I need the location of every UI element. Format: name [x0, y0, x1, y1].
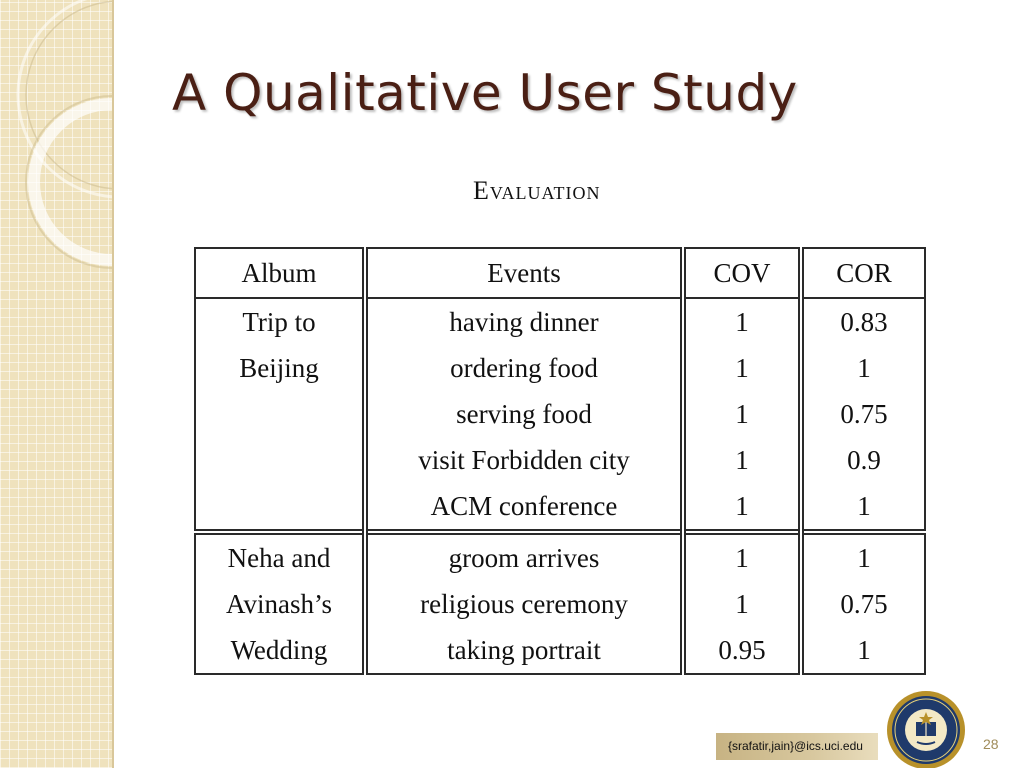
- album-cell: [195, 532, 365, 674]
- album-label: Wedding: [230, 635, 328, 665]
- table-row: [195, 298, 925, 345]
- table-header-row: [195, 248, 925, 298]
- slide-title: A Qualitative User Study: [172, 64, 798, 122]
- cov-cell: 1: [683, 483, 801, 532]
- event-cell: taking portrait: [365, 627, 683, 674]
- cov-cell: 1: [683, 581, 801, 627]
- cov-cell: 1: [683, 391, 801, 437]
- cov-cell: 1: [683, 437, 801, 483]
- event-cell: having dinner: [365, 298, 683, 345]
- decorative-rings-icon: [0, 0, 112, 768]
- cov-cell: 1: [683, 298, 801, 345]
- album-label: Trip to: [242, 307, 316, 337]
- cor-cell: 1: [801, 627, 925, 674]
- header-album: Album: [195, 248, 365, 298]
- cov-cell: 1: [683, 345, 801, 391]
- cor-cell: 1: [801, 345, 925, 391]
- page-number: 28: [983, 736, 999, 752]
- event-cell: serving food: [365, 391, 683, 437]
- event-cell: groom arrives: [365, 532, 683, 581]
- header-events: Events: [365, 248, 683, 298]
- university-seal-icon: [886, 690, 966, 768]
- cor-cell: 0.75: [801, 391, 925, 437]
- cor-cell: 1: [801, 532, 925, 581]
- cor-cell: 0.83: [801, 298, 925, 345]
- album-label: Avinash’s: [226, 589, 332, 619]
- cor-cell: 1: [801, 483, 925, 532]
- cov-cell: 1: [683, 532, 801, 581]
- album-label: Beijing: [239, 353, 319, 383]
- event-cell: religious ceremony: [365, 581, 683, 627]
- event-cell: ordering food: [365, 345, 683, 391]
- side-decoration-band: [0, 0, 114, 768]
- event-cell: visit Forbidden city: [365, 437, 683, 483]
- event-cell: ACM conference: [365, 483, 683, 532]
- album-cell: [195, 298, 365, 532]
- table-caption: Evaluation: [473, 176, 601, 205]
- header-cov: COV: [683, 248, 801, 298]
- author-email: {srafatir,jain}@ics.uci.edu: [716, 733, 878, 760]
- table-row: [195, 532, 925, 581]
- album-label: Neha and: [227, 543, 331, 573]
- cor-cell: 0.75: [801, 581, 925, 627]
- cov-cell: 0.95: [683, 627, 801, 674]
- evaluation-table: [194, 247, 926, 675]
- cor-cell: 0.9: [801, 437, 925, 483]
- header-cor: COR: [801, 248, 925, 298]
